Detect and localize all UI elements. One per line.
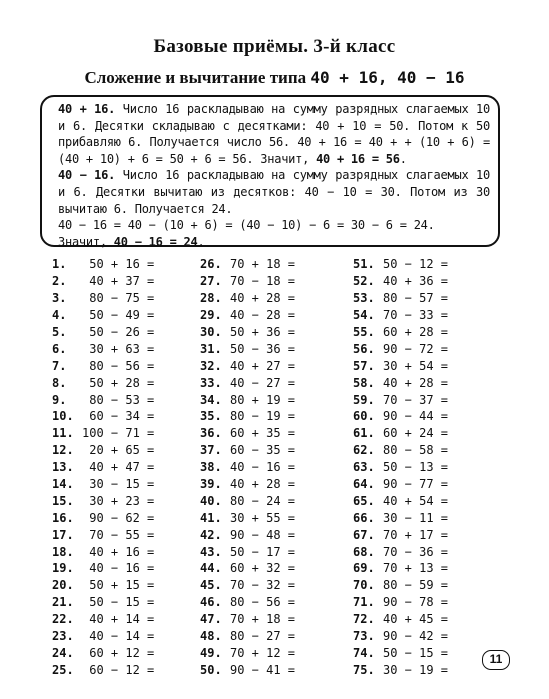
exercise-expression: 40 + 16 = [82, 544, 155, 559]
exercise-number: 47. [200, 612, 222, 627]
exercise-number: 9. [52, 392, 67, 407]
exercise-item [200, 560, 295, 577]
exercise-expression: 40 + 45 = [383, 612, 449, 627]
exercise-item [353, 391, 448, 408]
exercise-item [353, 509, 448, 526]
exercise-column-2 [200, 256, 295, 678]
exercise-item [200, 459, 295, 476]
exercise-expression: 50 − 15 = [82, 595, 155, 610]
exercise-expression: 30 + 63 = [82, 341, 155, 356]
exercise-number: 18. [52, 544, 74, 559]
addition-heading: 40 + 16. [58, 102, 116, 116]
exercise-expression: 40 − 28 = [230, 308, 296, 323]
exercise-column-1 [52, 256, 154, 678]
exercise-expression: 40 + 54 = [383, 493, 449, 508]
exercise-number: 64. [353, 477, 375, 492]
exercise-expression: 60 − 35 = [230, 443, 296, 458]
exercise-item [52, 661, 154, 678]
exercise-expression: 70 − 37 = [383, 392, 449, 407]
subtitle-text: Сложение и вычитание типа [84, 68, 307, 87]
exercise-expression: 50 − 15 = [383, 645, 449, 660]
exercise-expression: 70 + 18 = [230, 612, 296, 627]
exercise-expression: 90 − 42 = [383, 629, 449, 644]
exercise-expression: 60 + 32 = [230, 561, 296, 576]
exercise-expression: 80 − 57 = [383, 291, 449, 306]
exercise-item [353, 408, 448, 425]
exercise-number: 32. [200, 358, 222, 373]
exercise-item [52, 340, 154, 357]
exercise-expression: 50 + 15 = [82, 578, 155, 593]
exercise-item [353, 611, 448, 628]
exercise-item [52, 324, 154, 341]
exercise-item [200, 391, 295, 408]
exercise-item [200, 307, 295, 324]
exercise-item [353, 442, 448, 459]
exercise-expression: 80 − 19 = [230, 409, 296, 424]
exercise-number: 41. [200, 510, 222, 525]
exercise-expression: 80 − 56 = [82, 358, 155, 373]
exercise-item [52, 307, 154, 324]
explanation-box [40, 95, 500, 247]
exercise-number: 12. [52, 443, 74, 458]
exercise-expression: 40 + 47 = [82, 460, 155, 475]
exercise-item [353, 307, 448, 324]
exercise-number: 54. [353, 308, 375, 323]
exercise-item [52, 425, 154, 442]
exercise-item [52, 644, 154, 661]
exercise-item [52, 594, 154, 611]
exercise-number: 37. [200, 443, 222, 458]
exercise-expression: 60 + 24 = [383, 426, 449, 441]
exercise-number: 52. [353, 274, 375, 289]
exercise-expression: 50 − 12 = [383, 257, 449, 272]
conclusion-prefix: Значит, [58, 234, 114, 249]
exercise-expression: 60 − 12 = [82, 662, 155, 677]
exercise-number: 70. [353, 578, 375, 593]
exercise-expression: 70 + 18 = [230, 257, 296, 272]
exercise-item [52, 476, 154, 493]
exercise-expression: 20 + 65 = [82, 443, 155, 458]
exercise-item [353, 560, 448, 577]
exercise-expression: 30 + 54 = [383, 358, 449, 373]
exercise-expression: 60 + 12 = [82, 645, 155, 660]
exercise-number: 60. [353, 409, 375, 424]
exercise-number: 72. [353, 612, 375, 627]
exercise-number: 33. [200, 375, 222, 390]
exercise-number: 25. [52, 662, 74, 677]
exercise-expression: 40 + 27 = [230, 358, 296, 373]
exercise-item [353, 476, 448, 493]
exercise-item [200, 476, 295, 493]
exercise-number: 1. [52, 257, 67, 272]
exercise-item [353, 492, 448, 509]
exercise-expression: 50 − 13 = [383, 460, 449, 475]
exercise-item [353, 256, 448, 273]
exercise-item [200, 357, 295, 374]
exercise-expression: 80 − 27 = [230, 629, 296, 644]
exercise-expression: 50 + 28 = [82, 375, 155, 390]
exercise-item [200, 661, 295, 678]
exercise-expression: 80 − 58 = [383, 443, 449, 458]
exercise-number: 68. [353, 544, 375, 559]
exercise-item [200, 425, 295, 442]
exercise-item [200, 594, 295, 611]
exercise-number: 45. [200, 578, 222, 593]
exercise-item [200, 526, 295, 543]
exercise-expression: 70 + 17 = [383, 527, 449, 542]
exercise-expression: 50 − 17 = [230, 544, 296, 559]
exercise-item [200, 290, 295, 307]
exercise-number: 8. [52, 375, 67, 390]
exercise-number: 22. [52, 612, 74, 627]
exercise-expression: 60 − 34 = [82, 409, 155, 424]
exercise-expression: 70 − 55 = [82, 527, 155, 542]
exercise-expression: 80 − 59 = [383, 578, 449, 593]
exercise-column-3 [353, 256, 448, 678]
exercise-item [353, 374, 448, 391]
explanation-paragraph-addition [58, 101, 490, 167]
exercise-item [200, 324, 295, 341]
exercise-item [200, 492, 295, 509]
exercise-item [52, 560, 154, 577]
exercise-expression: 80 − 53 = [82, 392, 155, 407]
exercise-number: 21. [52, 595, 74, 610]
exercise-number: 55. [353, 325, 375, 339]
exercise-expression: 70 − 33 = [383, 308, 449, 323]
exercise-number: 53. [353, 291, 375, 306]
exercise-number: 56. [353, 341, 375, 356]
exercise-number: 2. [52, 274, 67, 289]
exercise-number: 36. [200, 426, 222, 441]
exercise-item [200, 340, 295, 357]
explanation-paragraph-subtraction [58, 167, 490, 217]
exercise-item [353, 628, 448, 645]
exercise-expression: 40 + 28 = [383, 375, 449, 390]
exercise-item [52, 628, 154, 645]
exercise-item [200, 256, 295, 273]
exercise-expression: 50 + 16 = [82, 257, 155, 272]
exercise-item [52, 391, 154, 408]
exercise-expression: 40 + 37 = [82, 274, 155, 289]
exercise-expression: 90 − 77 = [383, 477, 449, 492]
exercise-expression: 50 − 36 = [230, 341, 296, 356]
exercise-item [353, 594, 448, 611]
addition-result: 40 + 16 = 56 [316, 151, 400, 166]
exercise-item [353, 324, 448, 341]
exercise-item [52, 611, 154, 628]
addition-text: Число 16 раскладываю на сумму разрядных слагаемых 10 и 6. Десятки складываю с десятками: 40 + 10 = 50. Потом к 50 прибавляю 6. Получается число 56. 40 + 16 = 40 + + (10 + 6) = (40 + 10) + 6 = 50 + 6 = 56. Значит, [58, 102, 491, 166]
exercise-item [353, 425, 448, 442]
exercise-expression: 80 + 19 = [230, 392, 296, 407]
exercise-item [52, 577, 154, 594]
exercise-item [353, 290, 448, 307]
explanation-conclusion [58, 234, 490, 251]
exercise-number: 58. [353, 375, 375, 390]
exercise-item [200, 509, 295, 526]
exercise-expression: 40 − 14 = [82, 629, 155, 644]
exercise-number: 23. [52, 629, 74, 644]
exercise-number: 59. [353, 392, 375, 407]
exercise-expression: 40 − 16 = [230, 460, 296, 475]
exercise-item [200, 644, 295, 661]
exercise-number: 73. [353, 629, 375, 644]
exercise-expression: 30 + 23 = [82, 493, 155, 508]
exercise-expression: 90 − 41 = [230, 662, 296, 677]
exercise-item [52, 256, 154, 273]
exercise-expression: 100 − 71 = [82, 426, 155, 441]
exercise-expression: 80 − 24 = [230, 493, 296, 508]
exercise-item [353, 459, 448, 476]
exercise-number: 13. [52, 460, 74, 475]
exercise-number: 43. [200, 544, 222, 559]
exercise-number: 7. [52, 358, 67, 373]
exercise-item [353, 357, 448, 374]
exercise-item [52, 374, 154, 391]
exercise-expression: 70 − 32 = [230, 578, 296, 593]
exercise-number: 63. [353, 460, 375, 475]
exercise-expression: 40 + 14 = [82, 612, 155, 627]
exercise-expression: 70 − 18 = [230, 274, 296, 289]
exercise-expression: 90 − 48 = [230, 527, 296, 542]
exercise-item [200, 611, 295, 628]
exercise-number: 51. [353, 257, 375, 272]
exercise-number: 34. [200, 392, 222, 407]
exercise-expression: 90 − 78 = [383, 595, 449, 610]
subtraction-result: 40 − 16 = 24 [113, 234, 198, 249]
exercise-item [200, 273, 295, 290]
exercise-number: 75. [353, 662, 375, 677]
exercise-item [353, 543, 448, 560]
exercise-number: 31. [200, 341, 222, 356]
exercise-number: 30. [200, 325, 222, 339]
exercise-item [200, 374, 295, 391]
exercise-item [52, 492, 154, 509]
exercise-expression: 70 + 12 = [230, 645, 296, 660]
exercise-number: 61. [353, 426, 375, 441]
exercise-number: 15. [52, 493, 74, 508]
exercise-expression: 80 − 56 = [230, 595, 296, 610]
exercise-number: 46. [200, 595, 222, 610]
exercise-expression: 40 − 16 = [82, 561, 155, 576]
exercise-item [52, 459, 154, 476]
exercise-number: 4. [52, 308, 67, 323]
exercise-number: 6. [52, 341, 67, 356]
exercise-item [52, 408, 154, 425]
exercise-expression: 50 + 36 = [230, 325, 296, 339]
exercise-number: 48. [200, 629, 222, 644]
exercise-item [52, 357, 154, 374]
exercise-number: 29. [200, 308, 222, 323]
exercise-expression: 90 − 62 = [82, 510, 155, 525]
exercise-number: 44. [200, 561, 222, 576]
exercise-item [52, 273, 154, 290]
exercise-item [353, 577, 448, 594]
exercise-number: 16. [52, 510, 74, 525]
exercise-expression: 80 − 75 = [82, 291, 155, 306]
exercise-number: 39. [200, 477, 222, 492]
exercise-number: 5. [52, 325, 67, 339]
exercise-expression: 90 − 72 = [383, 341, 449, 356]
exercise-item [52, 509, 154, 526]
exercise-number: 14. [52, 477, 74, 492]
exercise-item [353, 273, 448, 290]
exercise-expression: 30 − 11 = [383, 510, 449, 525]
exercise-number: 20. [52, 578, 74, 593]
exercise-number: 66. [353, 510, 375, 525]
exercise-expression: 50 − 26 = [82, 325, 155, 339]
exercise-number: 24. [52, 645, 74, 660]
exercise-number: 40. [200, 493, 222, 508]
exercise-expression: 70 + 13 = [383, 561, 449, 576]
exercise-number: 74. [353, 645, 375, 660]
exercise-number: 42. [200, 527, 222, 542]
exercise-item [353, 526, 448, 543]
exercise-item [200, 543, 295, 560]
exercise-expression: 50 − 49 = [82, 308, 155, 323]
addition-end: . [399, 151, 407, 166]
exercise-expression: 70 − 36 = [383, 544, 449, 559]
exercise-number: 35. [200, 409, 222, 424]
exercise-number: 57. [353, 358, 375, 373]
exercise-number: 26. [200, 257, 222, 272]
exercise-number: 10. [52, 409, 74, 424]
exercise-expression: 40 − 27 = [230, 375, 296, 390]
exercise-expression: 30 − 19 = [383, 662, 449, 677]
exercise-item [52, 526, 154, 543]
subtraction-text: Число 16 раскладываю на сумму разрядных слагаемых 10 и 6. Десятки вычитаю из десятков: 40 − 10 = 30. Потом из 30 вычитаю 6. Получается 24. [58, 168, 491, 216]
exercise-item [353, 340, 448, 357]
exercise-item [353, 644, 448, 661]
exercise-item [52, 290, 154, 307]
exercise-item [353, 661, 448, 678]
exercise-expression: 30 + 55 = [230, 510, 296, 525]
exercise-item [52, 442, 154, 459]
exercise-number: 19. [52, 561, 74, 576]
exercise-expression: 40 + 28 = [230, 477, 296, 492]
conclusion-end: . [197, 234, 205, 249]
subtitle-examples: 40 + 16, 40 − 16 [310, 68, 465, 87]
exercise-expression: 90 − 44 = [383, 409, 449, 424]
exercise-expression: 40 + 36 = [383, 274, 449, 289]
exercise-number: 11. [52, 426, 74, 441]
exercise-expression: 60 + 35 = [230, 426, 296, 441]
exercise-number: 49. [200, 645, 222, 660]
exercise-number: 3. [52, 291, 67, 306]
exercise-item [200, 628, 295, 645]
exercise-item [200, 577, 295, 594]
section-subtitle [0, 68, 549, 88]
exercise-item [52, 543, 154, 560]
exercise-number: 50. [200, 662, 222, 677]
exercise-expression: 30 − 15 = [82, 477, 155, 492]
exercise-number: 17. [52, 527, 74, 542]
page-title: Базовые приёмы. 3-й класс [153, 36, 396, 57]
exercise-number: 65. [353, 493, 375, 508]
subtraction-formula: 40 − 16 = 40 − (10 + 6) = (40 − 10) − 6 = 30 − 6 = 24. [58, 218, 435, 233]
subtraction-heading: 40 − 16. [58, 168, 116, 183]
exercise-number: 27. [200, 274, 222, 289]
exercise-number: 69. [353, 561, 375, 576]
page-number: 11 [482, 650, 510, 670]
exercise-number: 28. [200, 291, 222, 306]
exercise-number: 62. [353, 443, 375, 458]
exercise-item [200, 442, 295, 459]
exercise-number: 71. [353, 595, 375, 610]
exercise-number: 67. [353, 527, 375, 542]
explanation-formula [58, 217, 490, 234]
exercise-item [200, 408, 295, 425]
exercise-expression: 60 + 28 = [383, 325, 449, 339]
exercise-expression: 40 + 28 = [230, 291, 296, 306]
exercise-number: 38. [200, 460, 222, 475]
